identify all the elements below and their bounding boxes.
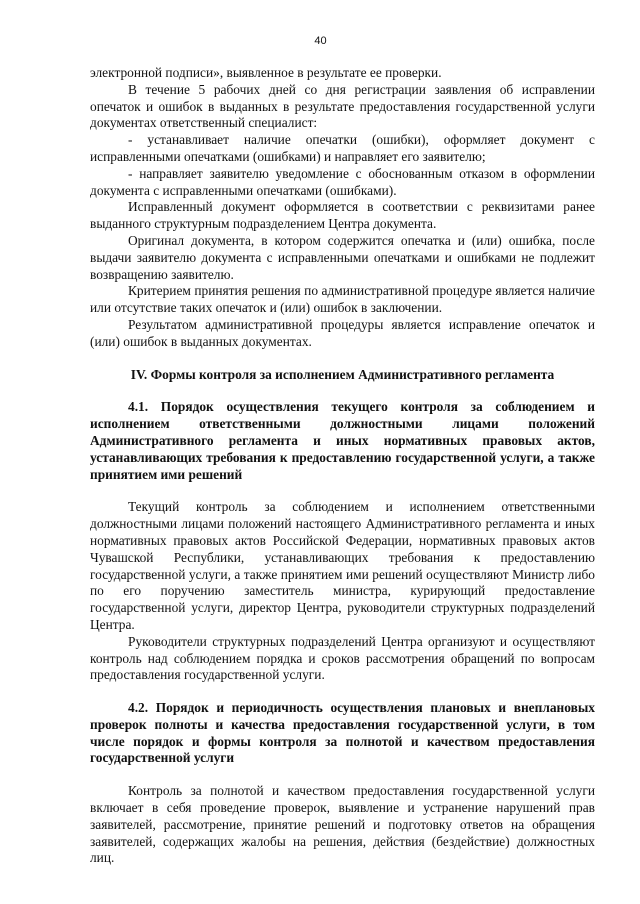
list-item: - направляет заявителю уведомление с обоснованным отказом в оформлении документа с исправленными опечатками (ошибками). (90, 165, 595, 198)
paragraph: Текущий контроль за соблюдением и исполнением ответственными должностными лицами положений настоящего Административного регламента и иных нормативных правовых актов Российской Федерации, нормативных правовых актов Чувашской Республики, устанавливающих требования к предоставлению государственной услуги, а также принятием ими решений осуществляют Министр либо по его поручению заместитель министра, курирующий предоставление государственной услуги, директор Центра, руководители структурных подразделений Центра. (90, 499, 595, 632)
list-item: - устанавливает наличие опечатки (ошибки), оформляет документ с исправленными опечатками (ошибками) и направляет его заявителю; (90, 132, 595, 164)
section-title: IV. Формы контроля за исполнением Административного регламента (130, 366, 555, 382)
paragraph: электронной подписи», выявленное в результате ее проверки. (90, 65, 442, 80)
paragraph: Критерием принятия решения по административной процедуре является наличие или отсутствие таких опечаток и (или) ошибок в заключении. (90, 283, 595, 316)
subsection-title: 4.1. Порядок осуществления текущего контроля за соблюдением и исполнением ответственными должностными лицами положений Административного регламента и иных нормативных правовых актов, устанавливающих требования к предоставлению государственной услуги, а также принятием ими решений (90, 399, 595, 482)
paragraph: В течение 5 рабочих дней со дня регистрации заявления об исправлении опечаток и ошибок в выданных в результате предоставления государственной услуги документах ответственный специалист: (90, 81, 595, 131)
paragraph: Контроль за полнотой и качеством предоставления государственной услуги включает в себя проведение проверок, выявление и устранение нарушений прав заявителей, рассмотрение, принятие решений и подготовку ответов на обращения заявителей, содержащих жалобы на решения, действия (бездействие) должностных лиц. (90, 783, 595, 866)
paragraph: Исправленный документ оформляется в соответствии с реквизитами ранее выданного структурным подразделением Центра документа. (90, 199, 595, 232)
subsection-title: 4.2. Порядок и периодичность осуществления плановых и внеплановых проверок полноты и качества предоставления государственной услуги, в том числе порядок и формы контроля за полнотой и качеством предоставления государственной услуги (90, 700, 595, 766)
paragraph: Результатом административной процедуры является исправление опечаток и (или) ошибок в выданных документах. (90, 316, 595, 349)
page-number: 40 (314, 35, 327, 47)
paragraph: Оригинал документа, в котором содержится опечатка и (или) ошибка, после выдачи заявителю документа с исправленными опечатками и ошибками не подлежит возвращению заявителю. (90, 232, 595, 282)
paragraph: Руководители структурных подразделений Центра организуют и осуществляют контроль над соблюдением порядка и сроков рассмотрения обращений по вопросам предоставления государственной услуги. (90, 633, 595, 683)
spacer (90, 684, 595, 700)
